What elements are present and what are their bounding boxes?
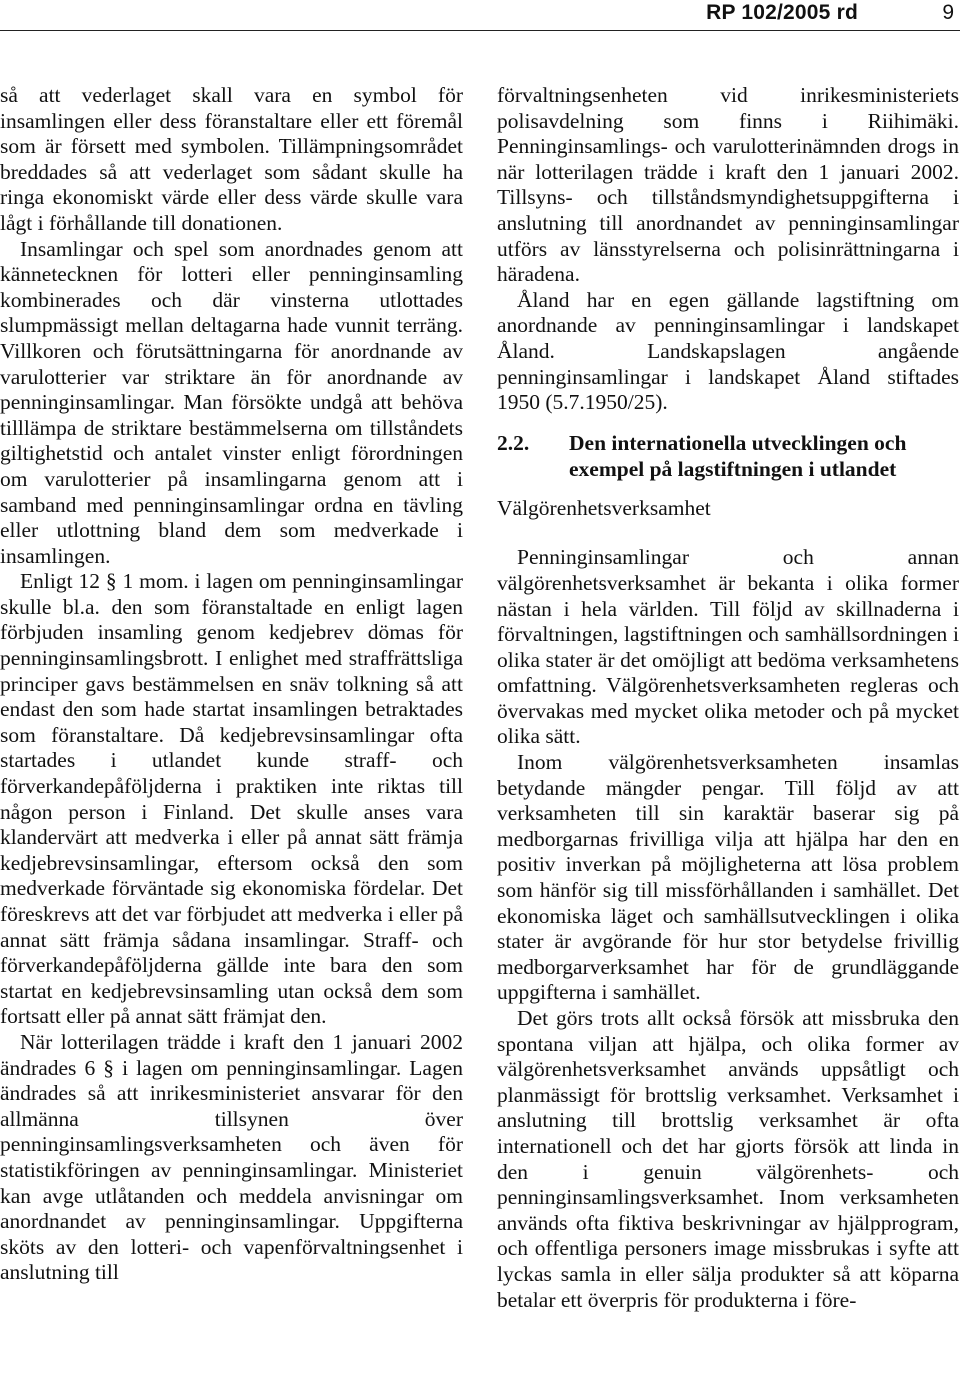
paragraph: förvaltningsenheten vid inrikesministeriets polisavdelning som finns i Riihimäki. Penninginsamlings- och varulotterinämnden drogs in när lotterilagen trädde i kraft den 1 januari 2002. Tillsyns- och tillståndsmyndighetsuppgifterna i anslutning till anordnandet av penninginsamlingar utförs av länsstyrelserna och polisinrättningarna i häradena. <box>497 83 959 287</box>
header-rule <box>0 30 960 31</box>
section-heading <box>497 430 959 482</box>
paragraph: Åland har en egen gällande lagstiftning om anordnande av penninginsamlingar i landskapet Åland. Landskapslagen angående penninginsamlingar i landskapet Åland stiftades 1950 (5.7.1950/25). <box>497 287 959 415</box>
section-title: Den internationella utvecklingen och exempel på lagstiftningen i utlandet <box>569 430 907 481</box>
right-column <box>497 83 959 1313</box>
paragraph: Insamlingar och spel som anordnades genom att kännetecknen för lotteri eller penninginsamling kombinerades och där vinsterna utlottades slumpmässigt mellan deltagarna hade vunnit terräng. Villkoren och förutsättningarna för anordnande av varulotterier var striktare än för anordnande av penninginsamlingar. Man försökte undgå att behöva tilllämpa de striktare bestämmelserna om tillståndets giltighetstid och antalet vinster enligt förordningen om varulotterier på insamlingarna genom att i samband med penninginsamlingar ordna en tävling eller utlottning bland dem som medverkade i insamlingen. <box>0 236 463 568</box>
paragraph: Enligt 12 § 1 mom. i lagen om penninginsamlingar skulle bl.a. den som föranstaltade en enligt lagen förbjuden insamling genom kedjebrev dömas för penninginsamlingsbrott. I enlighet med straffrättsliga principer gavs bestämmelsen en snäv tolkning så att endast den som hade startat insamlingen betraktades som föranstaltare. Då kedjebrevsinsamlingar ofta startades i utlandet kunde straff- och förverkandepåföljderna i praktiken inte riktas till någon person i Finland. Det skulle anses vara klandervärt att medverka i eller på annat sätt främja kedjebrevsinsamlingar, eftersom också den som medverkade förväntade sig ekonomiska fördelar. Det föreskrevs att det var förbjudet att medverka i eller på annat sätt främja sådana insamlingar. Straff- och förverkandepåföljderna gällde inte bara den som startat en kedjebrevsinsamling utan också dem som fortsatt eller på annat sätt främjat den. <box>0 569 463 1029</box>
paragraph: Inom välgörenhetsverksamheten insamlas betydande mängder pengar. Till följd av att verksamheten till sin karaktär baserar sig på medborgarnas frivilliga vilja att hjälpa har den en positiv inverkan på möjligheterna att lösa problem som hänför sig till missförhållanden i samhället. Det ekonomiska läget och samhällsutvecklingen i olika stater är avgörande för hur stor betydelse frivillig medborgarverksamhet har för de grundläggande uppgifterna i samhället. <box>497 750 959 1005</box>
paragraph: Det görs trots allt också försök att missbruka den spontana viljan att hjälpa, och olika former av välgörenhetsverksamhet används uppsåtligt och planmässigt för brottslig verksamhet. Verksamhet i anslutning till brottslig verksamhet är ofta internationell och det har gjorts försök att linda in den i genuin välgörenhets- och penninginsamlingsverksamhet. Inom verksamheten används ofta fiktiva beskrivningar av hjälpprogram, och offentliga personers image missbrukas i syfte att lyckas samla in eller sälja produkter så att köparna betalar ett överpris för produkterna i före- <box>497 1006 959 1312</box>
page-header <box>0 0 960 28</box>
page-number: 9 <box>942 1 954 24</box>
left-column <box>0 83 463 1286</box>
subheading: Välgörenhetsverksamhet <box>497 495 711 520</box>
paragraph: så att vederlaget skall vara en symbol för insamlingen eller dess föranstaltare eller ett föremål som är försett med symbolen. Tillämpningsområdet breddades så att vederlaget som sådant skulle ha ringa ekonomiskt värde eller dess värde skulle vara lågt i förhållande till donationen. <box>0 83 463 235</box>
document-id: RP 102/2005 rd <box>706 1 858 24</box>
paragraph: När lotterilagen trädde i kraft den 1 januari 2002 ändrades 6 § i lagen om penninginsamlingar. Lagen ändrades så att inrikesministeriet ansvarar för den allmänna tillsynen över penninginsamlingsverksamheten och även för statistikföringen av penninginsamlingar. Ministeriet kan avge utlåtanden och meddela anvisningar om anordnandet av penninginsamlingar. Uppgifterna sköts av den lotteri- och vapenförvaltningsenhet i anslutning till <box>0 1029 463 1285</box>
section-number: 2.2. <box>497 430 530 455</box>
paragraph: Penninginsamlingar och annan välgörenhetsverksamhet är bekanta i olika former nästan i hela världen. Till följd av skillnaderna i förvaltningen, lagstiftningen och samhällsordningen i olika stater är det omöjligt att bedöma verksamhetens omfattning. Välgörenhetsverksamheten regleras och övervakas med mycket olika metoder och på mycket olika sätt. <box>497 545 959 749</box>
